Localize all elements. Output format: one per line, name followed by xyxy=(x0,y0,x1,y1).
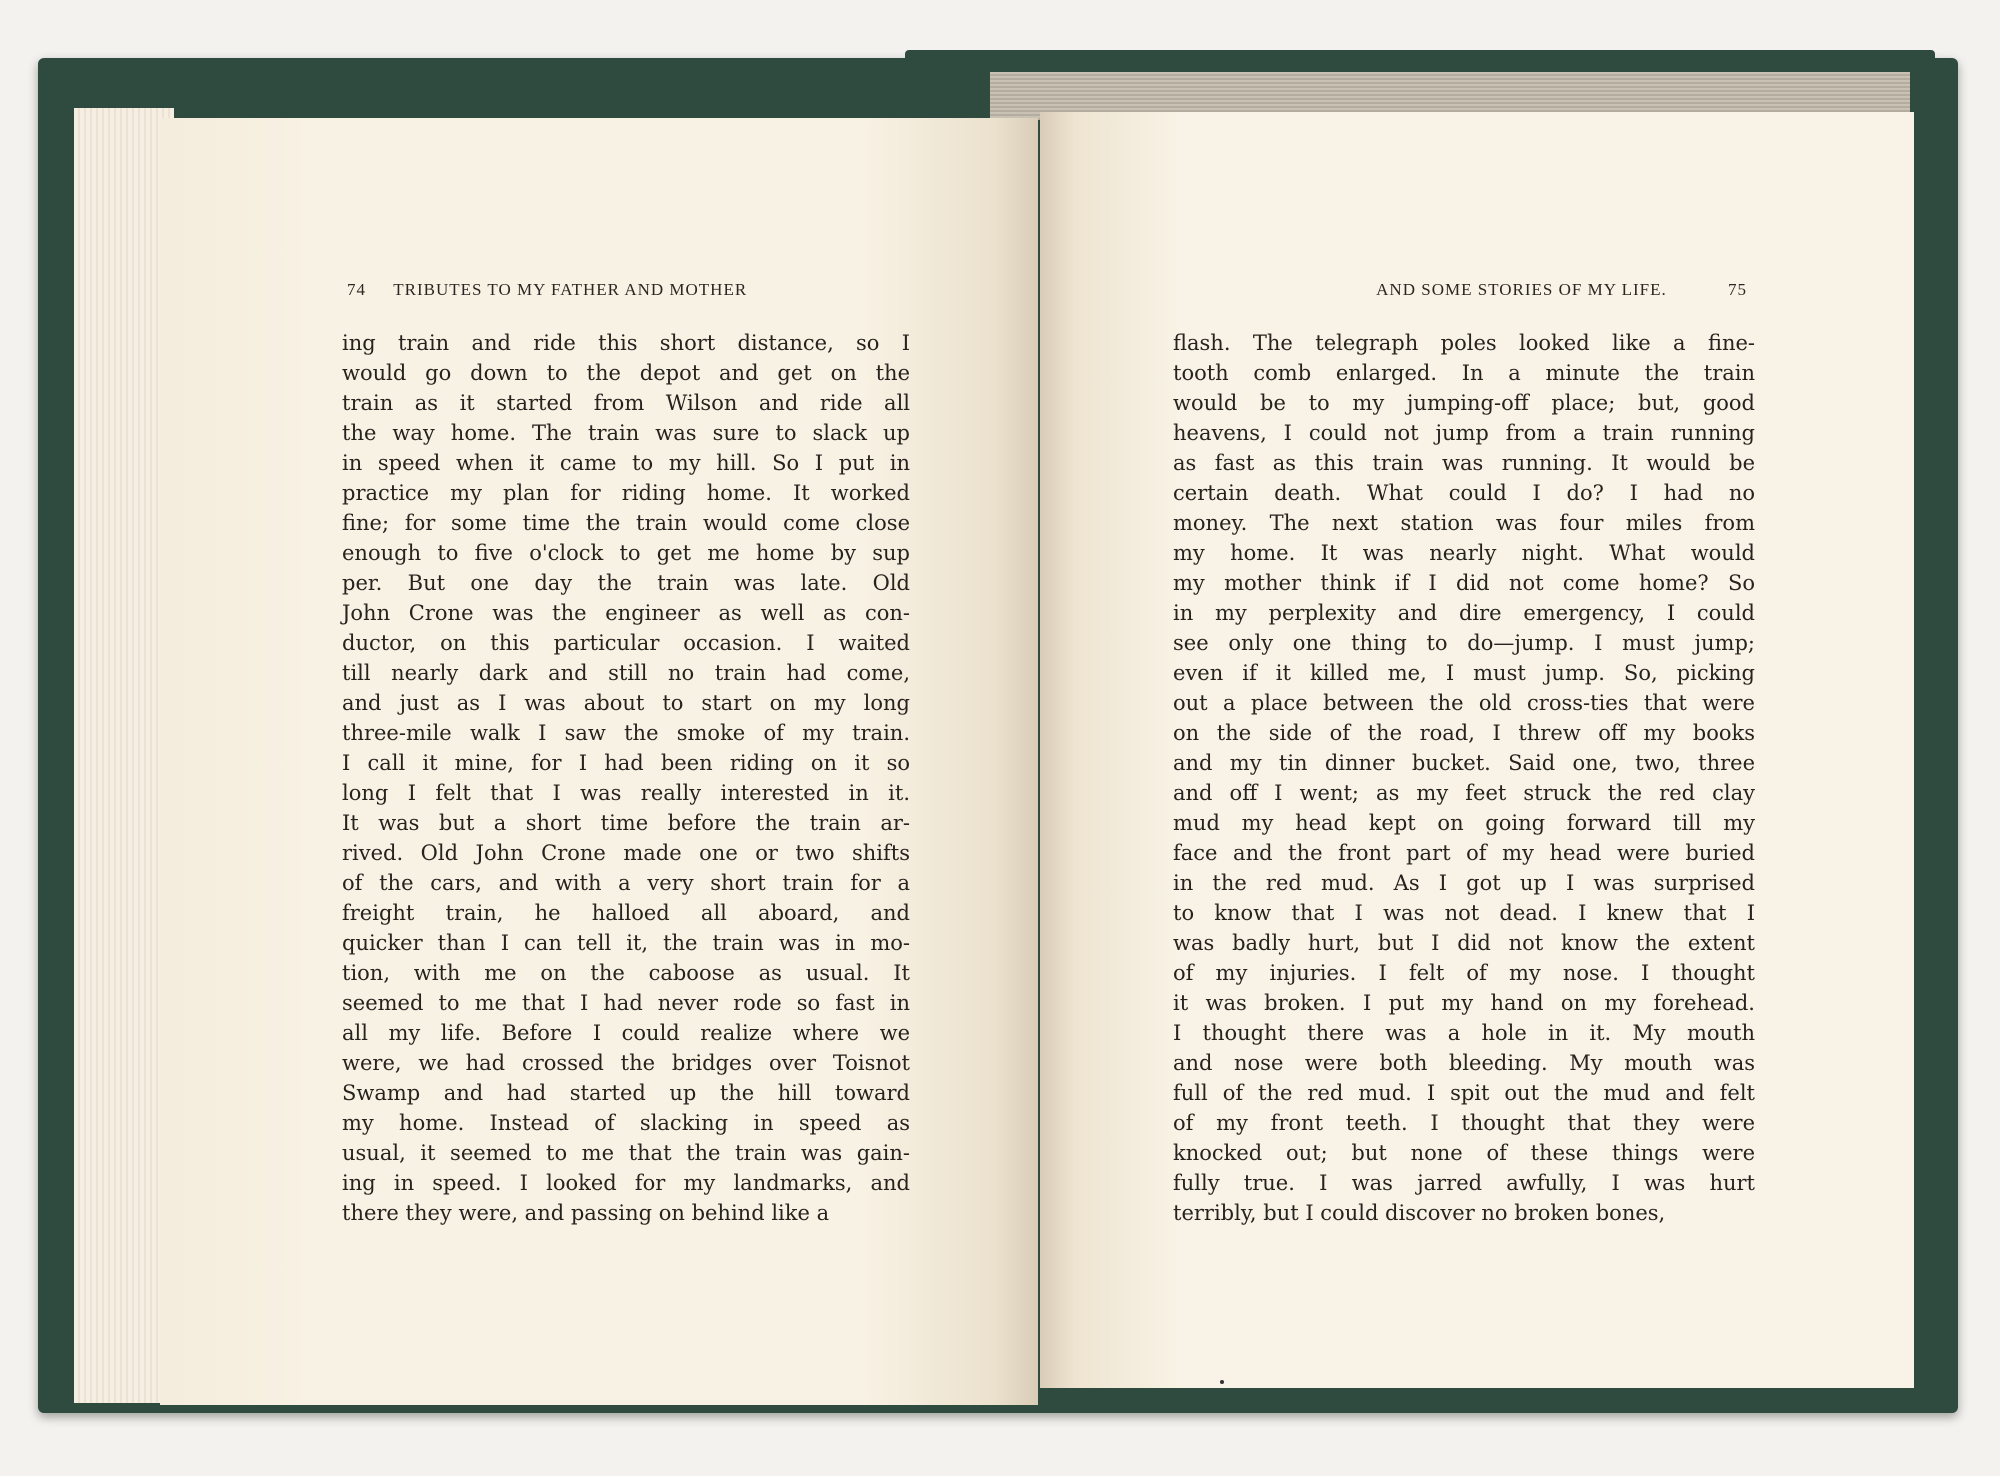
text-line: face and the front part of my head were buried xyxy=(1173,841,1755,865)
text-line: freight train, he halloed all aboard, and xyxy=(342,901,910,925)
text-line: my mother think if I did not come home? So xyxy=(1173,571,1755,595)
text-line: of my injuries. I felt of my nose. I thought xyxy=(1173,961,1755,985)
left-page-number: 74 xyxy=(347,280,366,299)
text-line: in my perplexity and dire emergency, I could xyxy=(1173,601,1755,625)
text-line: tion, with me on the caboose as usual. It xyxy=(342,961,910,985)
text-line: and nose were both bleeding. My mouth was xyxy=(1173,1051,1755,1075)
text-line: enough to five o'clock to get me home by sup xyxy=(342,541,910,565)
text-line: full of the red mud. I spit out the mud and felt xyxy=(1173,1081,1755,1105)
text-line: fine; for some time the train would come close xyxy=(342,511,910,535)
text-line: my home. It was nearly night. What would xyxy=(1173,541,1755,565)
text-line: was badly hurt, but I did not know the extent xyxy=(1173,931,1755,955)
text-line: and just as I was about to start on my long xyxy=(342,691,910,715)
text-line: out a place between the old cross-ties that were xyxy=(1173,691,1755,715)
left-running-header xyxy=(347,280,857,300)
text-line: train as it started from Wilson and ride all xyxy=(342,391,910,415)
right-page-body xyxy=(1173,328,1755,1228)
text-line: money. The next station was four miles from xyxy=(1173,511,1755,535)
text-line: even if it killed me, I must jump. So, picking xyxy=(1173,661,1755,685)
text-line: all my life. Before I could realize where we xyxy=(342,1021,910,1045)
text-line: per. But one day the train was late. Old xyxy=(342,571,910,595)
text-line: heavens, I could not jump from a train running xyxy=(1173,421,1755,445)
right-running-head: AND SOME STORIES OF MY LIFE. xyxy=(1376,280,1667,299)
text-line: in speed when it came to my hill. So I put in xyxy=(342,451,910,475)
text-line: I call it mine, for I had been riding on it so xyxy=(342,751,910,775)
text-line: the way home. The train was sure to slack up xyxy=(342,421,910,445)
text-line: to know that I was not dead. I knew that I xyxy=(1173,901,1755,925)
text-line: practice my plan for riding home. It worked xyxy=(342,481,910,505)
text-line: it was broken. I put my hand on my forehead. xyxy=(1173,991,1755,1015)
text-line: It was but a short time before the train ar- xyxy=(342,811,910,835)
text-line: of the cars, and with a very short train for a xyxy=(342,871,910,895)
text-line: ductor, on this particular occasion. I waited xyxy=(342,631,910,655)
text-line: three-mile walk I saw the smoke of my train. xyxy=(342,721,910,745)
text-line: ing train and ride this short distance, so I xyxy=(342,331,910,355)
text-line: rived. Old John Crone made one or two shifts xyxy=(342,841,910,865)
text-line: quicker than I can tell it, the train was in mo- xyxy=(342,931,910,955)
text-line: Swamp and had started up the hill toward xyxy=(342,1081,910,1105)
page-edges-left xyxy=(74,108,174,1403)
text-line: would go down to the depot and get on the xyxy=(342,361,910,385)
text-line: seemed to me that I had never rode so fast in xyxy=(342,991,910,1015)
text-line: mud my head kept on going forward till my xyxy=(1173,811,1755,835)
text-line: see only one thing to do—jump. I must jump; xyxy=(1173,631,1755,655)
text-line: and my tin dinner bucket. Said one, two, three xyxy=(1173,751,1755,775)
left-page-body xyxy=(342,328,910,1228)
page-speck xyxy=(1220,1380,1224,1384)
text-line: were, we had crossed the bridges over Toisnot xyxy=(342,1051,910,1075)
text-line: ing in speed. I looked for my landmarks, and xyxy=(342,1171,910,1195)
text-line: till nearly dark and still no train had come, xyxy=(342,661,910,685)
text-line: knocked out; but none of these things were xyxy=(1173,1141,1755,1165)
text-line: tooth comb enlarged. In a minute the train xyxy=(1173,361,1755,385)
text-line: long I felt that I was really interested in it. xyxy=(342,781,910,805)
text-line: of my front teeth. I thought that they were xyxy=(1173,1111,1755,1135)
text-line: I thought there was a hole in it. My mouth xyxy=(1173,1021,1755,1045)
text-line: in the red mud. As I got up I was surprised xyxy=(1173,871,1755,895)
text-line: would be to my jumping-off place; but, good xyxy=(1173,391,1755,415)
text-line: John Crone was the engineer as well as con- xyxy=(342,601,910,625)
text-line: and off I went; as my feet struck the red clay xyxy=(1173,781,1755,805)
text-line: usual, it seemed to me that the train was gain- xyxy=(342,1141,910,1165)
text-line: fully true. I was jarred awfully, I was hurt xyxy=(1173,1171,1755,1195)
right-page-number: 75 xyxy=(1728,280,1747,299)
text-line: terribly, but I could discover no broken bones, xyxy=(1173,1201,1666,1225)
text-line: flash. The telegraph poles looked like a fine- xyxy=(1173,331,1755,355)
left-running-head: TRIBUTES TO MY FATHER AND MOTHER xyxy=(393,280,748,299)
right-running-header xyxy=(1272,280,1747,300)
text-line: there they were, and passing on behind like a xyxy=(342,1201,830,1225)
text-line: on the side of the road, I threw off my books xyxy=(1173,721,1755,745)
text-line: as fast as this train was running. It would be xyxy=(1173,451,1755,475)
text-line: certain death. What could I do? I had no xyxy=(1173,481,1755,505)
text-line: my home. Instead of slacking in speed as xyxy=(342,1111,910,1135)
